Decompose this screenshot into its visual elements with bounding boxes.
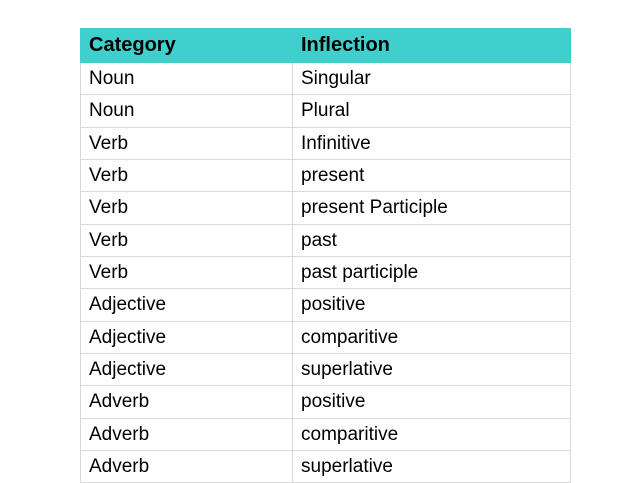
cell-category: Verb <box>81 192 293 224</box>
cell-inflection: superlative <box>293 354 571 386</box>
cell-category: Adjective <box>81 354 293 386</box>
table-row <box>81 95 571 127</box>
inflection-table <box>80 28 571 483</box>
table-header <box>81 29 571 63</box>
cell-category: Adjective <box>81 289 293 321</box>
cell-inflection: positive <box>293 289 571 321</box>
inflection-table-container <box>80 28 570 483</box>
table-body <box>81 62 571 483</box>
table-row <box>81 386 571 418</box>
cell-category: Verb <box>81 256 293 288</box>
cell-category: Adverb <box>81 418 293 450</box>
cell-inflection: past <box>293 224 571 256</box>
cell-category: Noun <box>81 95 293 127</box>
table-row <box>81 224 571 256</box>
table-row <box>81 127 571 159</box>
column-header-category: Category <box>81 29 293 63</box>
table-row <box>81 159 571 191</box>
cell-inflection: comparitive <box>293 418 571 450</box>
table-row <box>81 256 571 288</box>
table-row <box>81 451 571 483</box>
table-row <box>81 321 571 353</box>
table-row <box>81 289 571 321</box>
cell-category: Adverb <box>81 386 293 418</box>
cell-category: Noun <box>81 62 293 94</box>
table-header-row <box>81 29 571 63</box>
cell-inflection: positive <box>293 386 571 418</box>
cell-inflection: Singular <box>293 62 571 94</box>
table-row <box>81 354 571 386</box>
cell-inflection: comparitive <box>293 321 571 353</box>
cell-category: Adjective <box>81 321 293 353</box>
cell-inflection: past participle <box>293 256 571 288</box>
cell-category: Verb <box>81 224 293 256</box>
cell-inflection: present <box>293 159 571 191</box>
cell-inflection: superlative <box>293 451 571 483</box>
column-header-inflection: Inflection <box>293 29 571 63</box>
cell-category: Verb <box>81 127 293 159</box>
cell-inflection: present Participle <box>293 192 571 224</box>
table-row <box>81 418 571 450</box>
cell-category: Verb <box>81 159 293 191</box>
cell-inflection: Infinitive <box>293 127 571 159</box>
cell-category: Adverb <box>81 451 293 483</box>
table-row <box>81 192 571 224</box>
table-row <box>81 62 571 94</box>
cell-inflection: Plural <box>293 95 571 127</box>
